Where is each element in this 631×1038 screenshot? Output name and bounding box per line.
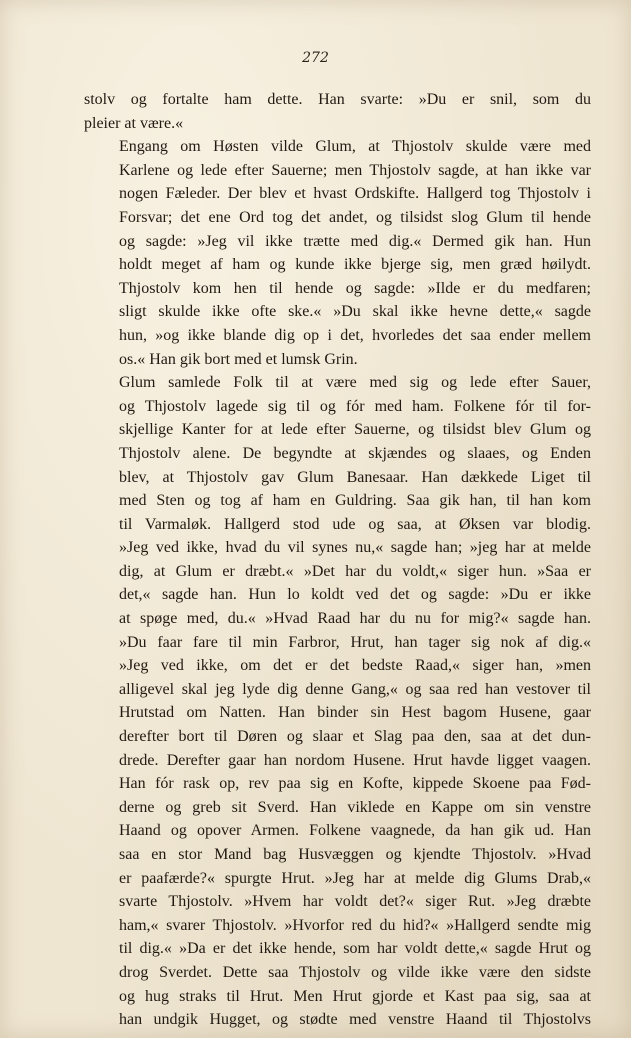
text-line: og hug straks til Hrut. Men Hrut gjorde et Kast paa sig, saa at	[119, 987, 591, 1005]
text-line: »Du faar fare til min Farbror, Hrut, han tager sig nok af dig.«	[119, 633, 591, 651]
text-line: Thjostolv kom hen til hende og sagde: »Ilde er du medfaren;	[119, 279, 591, 297]
text-line: Glum samlede Folk til at være med sig og lede efter Sauer,	[119, 374, 591, 392]
text-line: derefter bort til Døren og slaar et Slag paa den, saa at det dun-	[119, 728, 591, 746]
text-line: med Sten og tog af ham en Guldring. Saa gik han, til han kom	[119, 492, 591, 510]
text-line: drog Sverdet. Dette saa Thjostolv og vilde ikke være den sidste	[119, 963, 591, 981]
text-line: Thjostolv alene. De begyndte at skjændes og slaaes, og Enden	[119, 444, 591, 462]
paragraph	[84, 371, 591, 1032]
text-line: og sagde: »Jeg vil ikke trætte med dig.« Dermed gik han. Hun	[119, 232, 591, 250]
text-body	[84, 88, 591, 1032]
page-number: 272	[302, 50, 329, 66]
text-line: at spøge med, du.« »Hvad Raad har du nu for mig?« sagde han.	[119, 610, 591, 628]
text-line: hun, »og ikke blande dig op i det, hvorledes det saa ender mellem	[119, 326, 591, 344]
text-line: holdt meget af ham og kunde ikke bjerge sig, men græd høilydt.	[119, 256, 591, 274]
text-line: saa en stor Mand bag Husvæggen og kjendte Thjostolv. »Hvad	[119, 846, 591, 863]
text-line: svarte Thjostolv. »Hvem har voldt det?« siger Rut. »Jeg dræbte	[119, 893, 591, 911]
text-line: er paafærde?« spurgte Hrut. »Jeg har at melde dig Glums Drab,«	[119, 869, 591, 887]
text-line: Karlene og lede efter Sauerne; men Thjostolv sagde, at han ikke var	[119, 161, 591, 179]
text-line: derne og greb sit Sverd. Han viklede en Kappe om sin venstre	[119, 798, 591, 816]
text-line: Haand og opover Armen. Folkene vaagnede, da han gik ud. Han	[119, 822, 591, 840]
text-line: nogen Fæleder. Der blev et hvast Ordskifte. Hallgerd tog Thjostolv i	[119, 185, 591, 203]
text-line: ham,« svarer Thjostolv. »Hvorfor red du hid?« »Hallgerd sendte mig	[119, 916, 591, 934]
text-line: alligevel skal jeg lyde dig denne Gang,« og saa red han vestover til	[119, 680, 591, 698]
text-line: Han fór rask op, rev paa sig en Kofte, kippede Skoene paa Fød-	[119, 775, 591, 793]
text-line: han undgik Hugget, og stødte med venstre Haand til Thjostolvs	[119, 1011, 591, 1029]
text-line: »Jeg ved ikke, hvad du vil synes nu,« sagde han; »jeg har at melde	[119, 539, 591, 557]
text-line: os.« Han gik bort med et lumsk Grin.	[119, 350, 358, 368]
text-line: stolv og fortalte ham dette. Han svarte: »Du er snil, som du	[84, 91, 591, 108]
paragraph	[84, 135, 591, 371]
text-line: blev, at Thjostolv gav Glum Banesaar. Han dækkede Liget til	[119, 468, 591, 486]
text-line: »Jeg ved ikke, om det er det bedste Raad,« siger han, »men	[119, 657, 591, 675]
text-line: og Thjostolv lagede sig til og fór med ham. Folkene fór til for-	[119, 397, 591, 415]
text-line: skjellige Kanter for at lede efter Sauerne, og tilsidst blev Glum og	[119, 421, 591, 439]
text-line: Engang om Høsten vilde Glum, at Thjostolv skulde være med	[119, 138, 591, 156]
text-line: Forsvar; det ene Ord tog det andet, og tilsidst slog Glum til hende	[119, 208, 591, 226]
text-line: til dig.« »Da er det ikke hende, som har voldt dette,« sagde Hrut og	[119, 940, 591, 958]
text-line: til Varmaløk. Hallgerd stod ude og saa, at Øksen var blodig.	[119, 515, 591, 533]
text-line: dig, at Glum er dræbt.« »Det har du voldt,« siger hun. »Saa er	[119, 562, 591, 580]
text-line: Hrutstad om Natten. Han binder sin Hest bagom Husene, gaar	[119, 704, 591, 722]
text-line: drede. Derefter gaar han nordom Husene. Hrut havde ligget vaagen.	[119, 751, 591, 769]
text-line: det,« sagde han. Hun lo koldt ved det og sagde: »Du er ikke	[119, 586, 591, 604]
text-line: pleier at være.«	[84, 114, 184, 132]
paragraph	[84, 88, 591, 135]
text-line: sligt skulde ikke ofte ske.« »Du skal ikke hevne dette,« sagde	[119, 303, 591, 321]
